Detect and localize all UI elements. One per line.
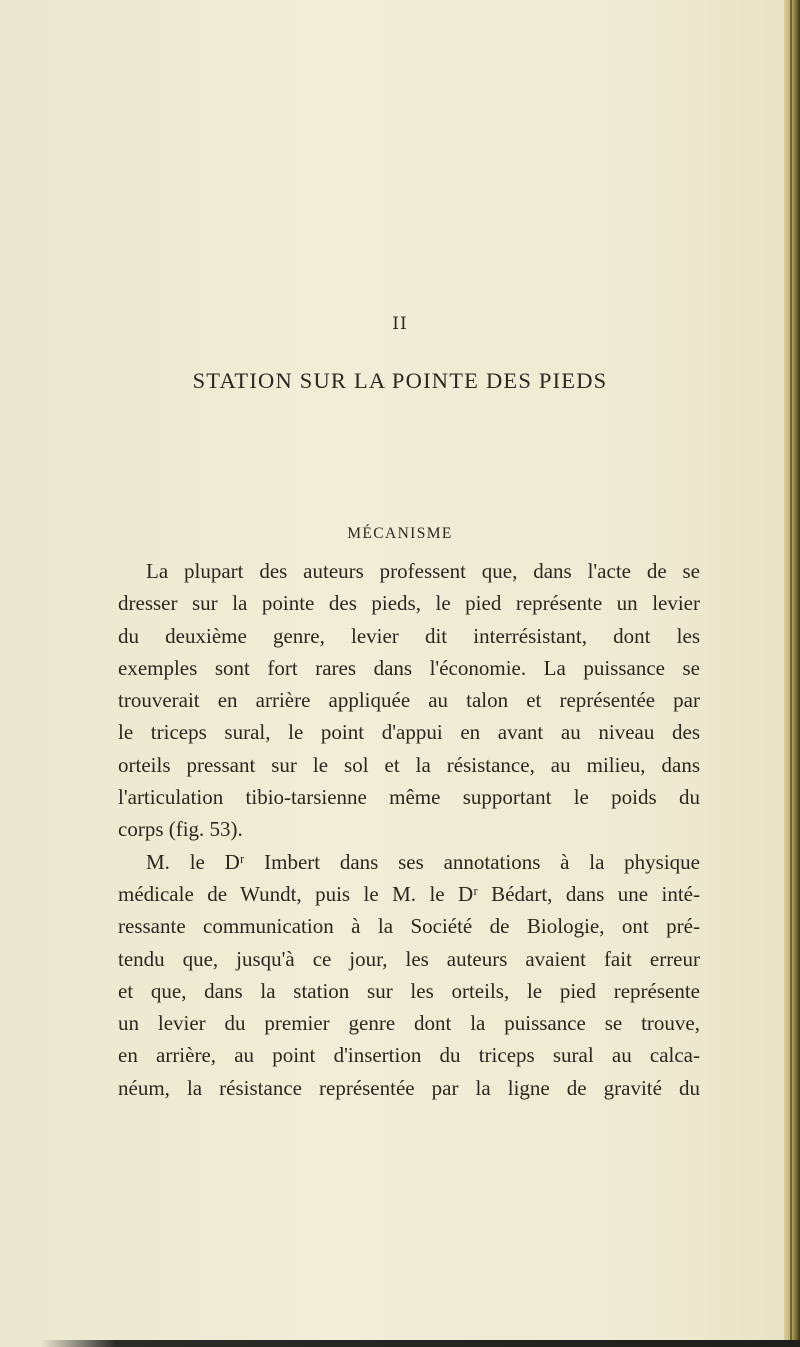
text-line: l'articulation tibio-tarsienne même supportant le poids du (118, 785, 700, 810)
section-subtitle: MÉCANISME (347, 525, 453, 542)
text-line: du deuxième genre, levier dit interrésistant, dont les (118, 623, 700, 648)
text-line: corps (fig. 53). (118, 817, 243, 842)
text-line: La plupart des auteurs professent que, dans l'acte de se (146, 559, 700, 583)
text-line: M. le Dʳ Imbert dans ses annotations à la physique (146, 849, 700, 874)
text-line: néum, la résistance représentée par la ligne de gravité du (118, 1075, 700, 1100)
text-line: et que, dans la station sur les orteils, le pied représente (118, 978, 700, 1003)
page-bottom-shadow (40, 1340, 800, 1347)
text-line: le triceps sural, le point d'appui en avant au niveau des (118, 720, 700, 745)
page-edge-line (790, 0, 792, 1347)
text-line: un levier du premier genre dont la puissance se trouve, (118, 1011, 700, 1036)
text-line: tendu que, jusqu'à ce jour, les auteurs avaient fait erreur (118, 946, 700, 971)
text-line: exemples sont fort rares dans l'économie. La puissance se (118, 655, 700, 680)
text-line: dresser sur la pointe des pieds, le pied représente un levier (118, 591, 700, 616)
text-line: ressante communication à la Société de Biologie, ont pré- (118, 914, 700, 939)
text-line: orteils pressant sur le sol et la résistance, au milieu, dans (118, 752, 700, 777)
text-line: médicale de Wundt, puis le M. le Dʳ Bédart, dans une inté- (118, 881, 700, 906)
text-line: en arrière, au point d'insertion du triceps sural au calca- (118, 1043, 700, 1068)
body-text (118, 555, 700, 1104)
page-edge-right (784, 0, 800, 1347)
chapter-title: STATION SUR LA POINTE DES PIEDS (192, 368, 608, 393)
text-line: trouverait en arrière appliquée au talon et représentée par (118, 688, 700, 713)
chapter-number: II (392, 314, 408, 334)
